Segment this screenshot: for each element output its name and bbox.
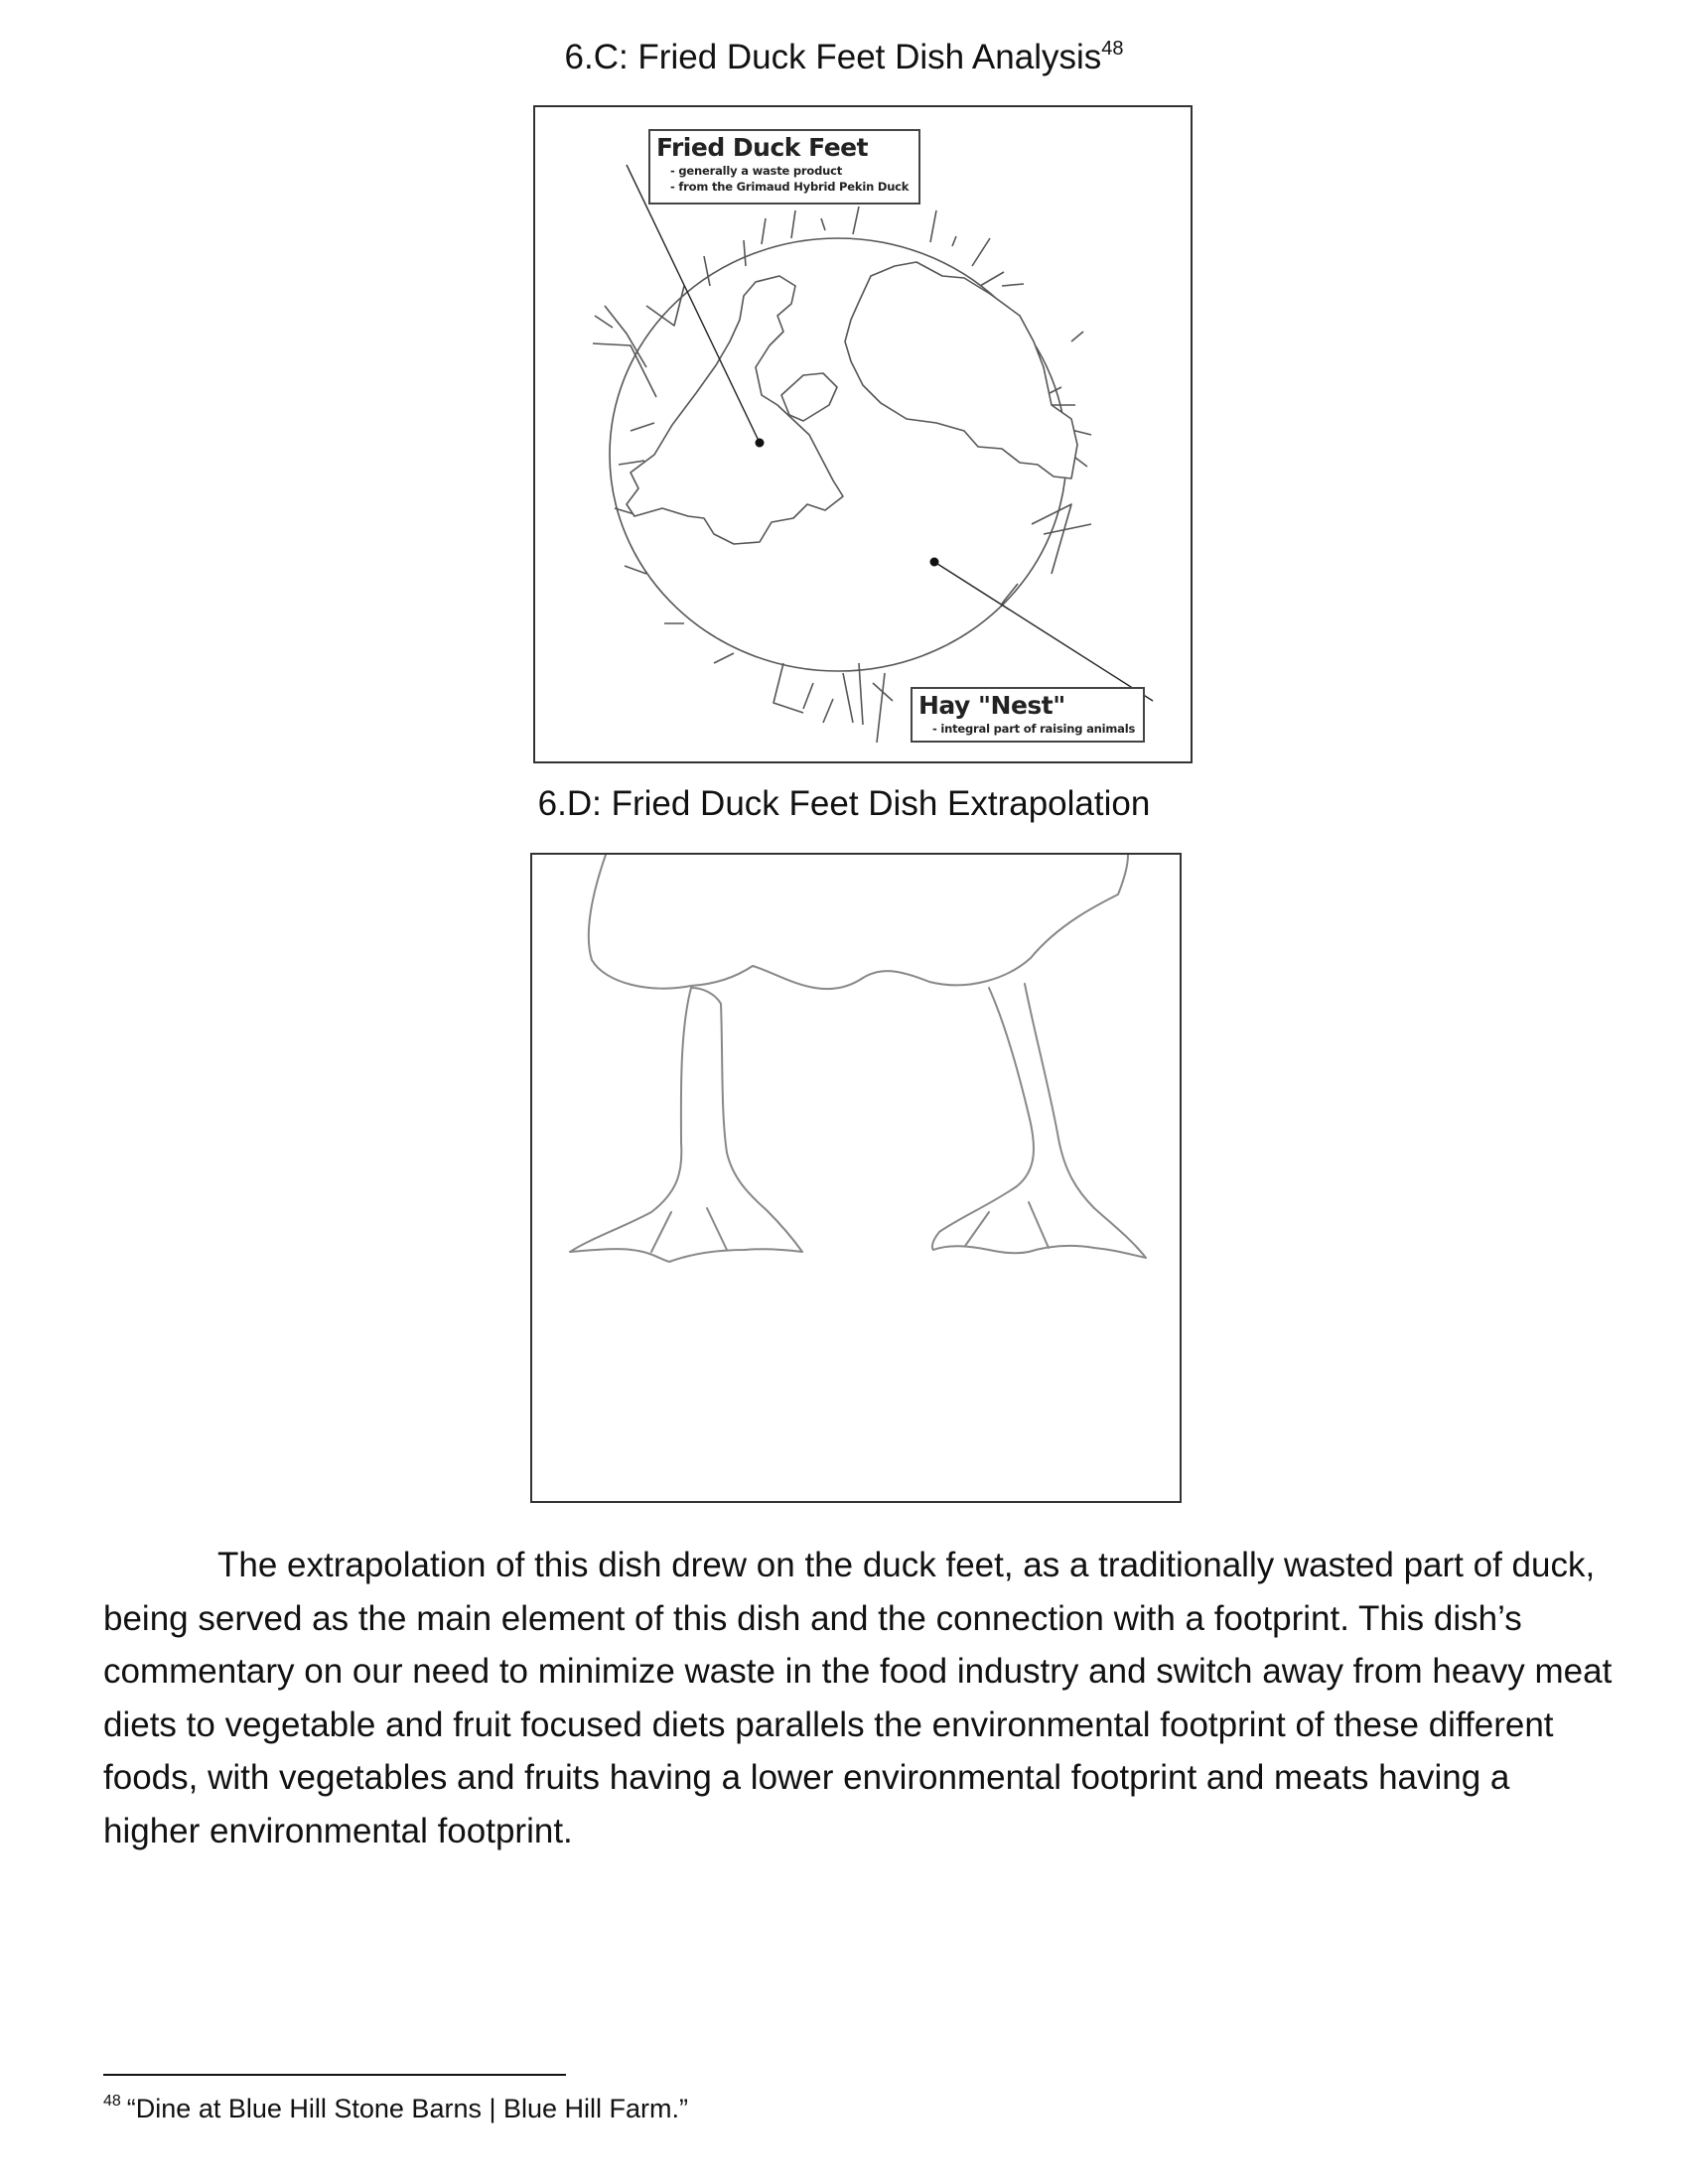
body-text bbox=[103, 1539, 1613, 1857]
callout-hay-nest-title: Hay "Nest" bbox=[918, 691, 1065, 720]
plate-drawing bbox=[535, 107, 1191, 761]
duck-leg-right bbox=[932, 984, 1146, 1258]
footnote bbox=[103, 2093, 688, 2124]
figure-d-frame bbox=[530, 853, 1182, 1503]
callout-fried-duck-feet bbox=[648, 129, 920, 205]
duck-leg-left bbox=[570, 988, 802, 1262]
footnote-divider bbox=[103, 2074, 566, 2076]
fried-duck-foot-left bbox=[627, 276, 843, 544]
figure-c-caption-text: 6.C: Fried Duck Feet Dish Analysis bbox=[564, 38, 1102, 76]
footnote-text: “Dine at Blue Hill Stone Barns | Blue Hill Farm.” bbox=[126, 2094, 689, 2123]
figure-c-footnote-ref: 48 bbox=[1101, 38, 1124, 60]
figure-c-caption bbox=[0, 38, 1688, 77]
anchor-dot-hay-nest bbox=[930, 558, 939, 567]
figure-c-frame bbox=[533, 105, 1193, 763]
anchor-dot-fried-duck-feet bbox=[756, 439, 765, 448]
fried-duck-foot-right bbox=[845, 262, 1077, 478]
callout-fried-duck-feet-title: Fried Duck Feet bbox=[656, 133, 869, 162]
leader-line-hay-nest bbox=[934, 562, 1153, 701]
figure-d-caption-text: 6.D: Fried Duck Feet Dish Extrapolation bbox=[537, 784, 1151, 823]
callout-hay-nest bbox=[911, 687, 1145, 743]
callout-fried-duck-feet-line-1: - generally a waste product bbox=[670, 164, 843, 178]
body-paragraph: The extrapolation of this dish drew on the duck feet, as a traditionally wasted part of duck, being served as the main element of this dish and the connection with a footprint. This dish’s commentary on our need to minimize waste in the food industry and switch away from heavy meat diets to vegetable and fruit focused diets parallels the environmental footprint of these different foods, with vegetables and fruits having a lower environmental footprint and meats having a higher environmental footprint. bbox=[103, 1546, 1613, 1850]
callout-fried-duck-feet-line-2: - from the Grimaud Hybrid Pekin Duck bbox=[670, 180, 910, 194]
figure-d-caption bbox=[0, 784, 1688, 824]
duck-legs-drawing bbox=[532, 855, 1180, 1501]
duck-body-outline bbox=[589, 855, 1128, 989]
callout-hay-nest-line-1: - integral part of raising animals bbox=[932, 722, 1136, 736]
footnote-number: 48 bbox=[103, 2093, 121, 2110]
